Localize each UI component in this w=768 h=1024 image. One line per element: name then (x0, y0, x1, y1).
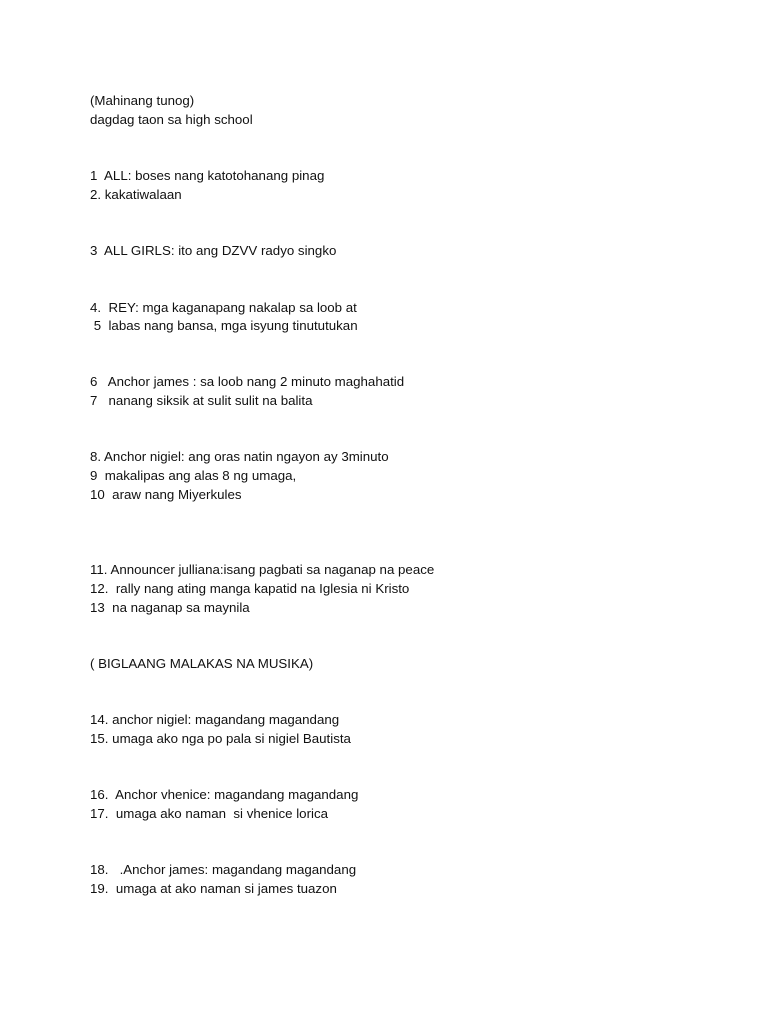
script-line-7: 7 nanang siksik at sulit sulit na balita (90, 393, 313, 408)
script-line-19: 19. umaga at ako naman si james tuazon (90, 881, 337, 896)
script-line-16: 16. Anchor vhenice: magandang magandang (90, 787, 359, 802)
stage-direction-soft-sound: (Mahinang tunog) (90, 93, 195, 108)
script-line-11: 11. Announcer julliana:isang pagbati sa naganap na peace (90, 562, 435, 577)
script-line-15: 15. umaga ako nga po pala si nigiel Bautista (90, 731, 351, 746)
script-line-14: 14. anchor nigiel: magandang magandang (90, 712, 340, 727)
script-line-4: 4. REY: mga kaganapang nakalap sa loob at (90, 300, 357, 315)
script-line-3: 3 ALL GIRLS: ito ang DZVV radyo singko (90, 243, 337, 258)
script-line-10: 10 araw nang Miyerkules (90, 487, 242, 502)
script-line-5: 5 labas nang bansa, mga isyung tinututukan (90, 318, 358, 333)
script-subtitle: dagdag taon sa high school (90, 112, 253, 127)
script-line-17: 17. umaga ako naman si vhenice lorica (90, 806, 329, 821)
script-line-9: 9 makalipas ang alas 8 ng umaga, (90, 468, 297, 483)
script-line-12: 12. rally nang ating manga kapatid na Iglesia ni Kristo (90, 581, 410, 596)
stage-direction-loud-music: ( BIGLAANG MALAKAS NA MUSIKA) (90, 656, 314, 671)
script-line-18: 18. .Anchor james: magandang magandang (90, 862, 357, 877)
script-line-6: 6 Anchor james : sa loob nang 2 minuto maghahatid (90, 374, 405, 389)
script-line-8: 8. Anchor nigiel: ang oras natin ngayon ay 3minuto (90, 449, 389, 464)
script-line-13: 13 na naganap sa maynila (90, 600, 250, 615)
script-line-1: 1 ALL: boses nang katotohanang pinag (90, 168, 325, 183)
script-line-2: 2. kakatiwalaan (90, 187, 182, 202)
